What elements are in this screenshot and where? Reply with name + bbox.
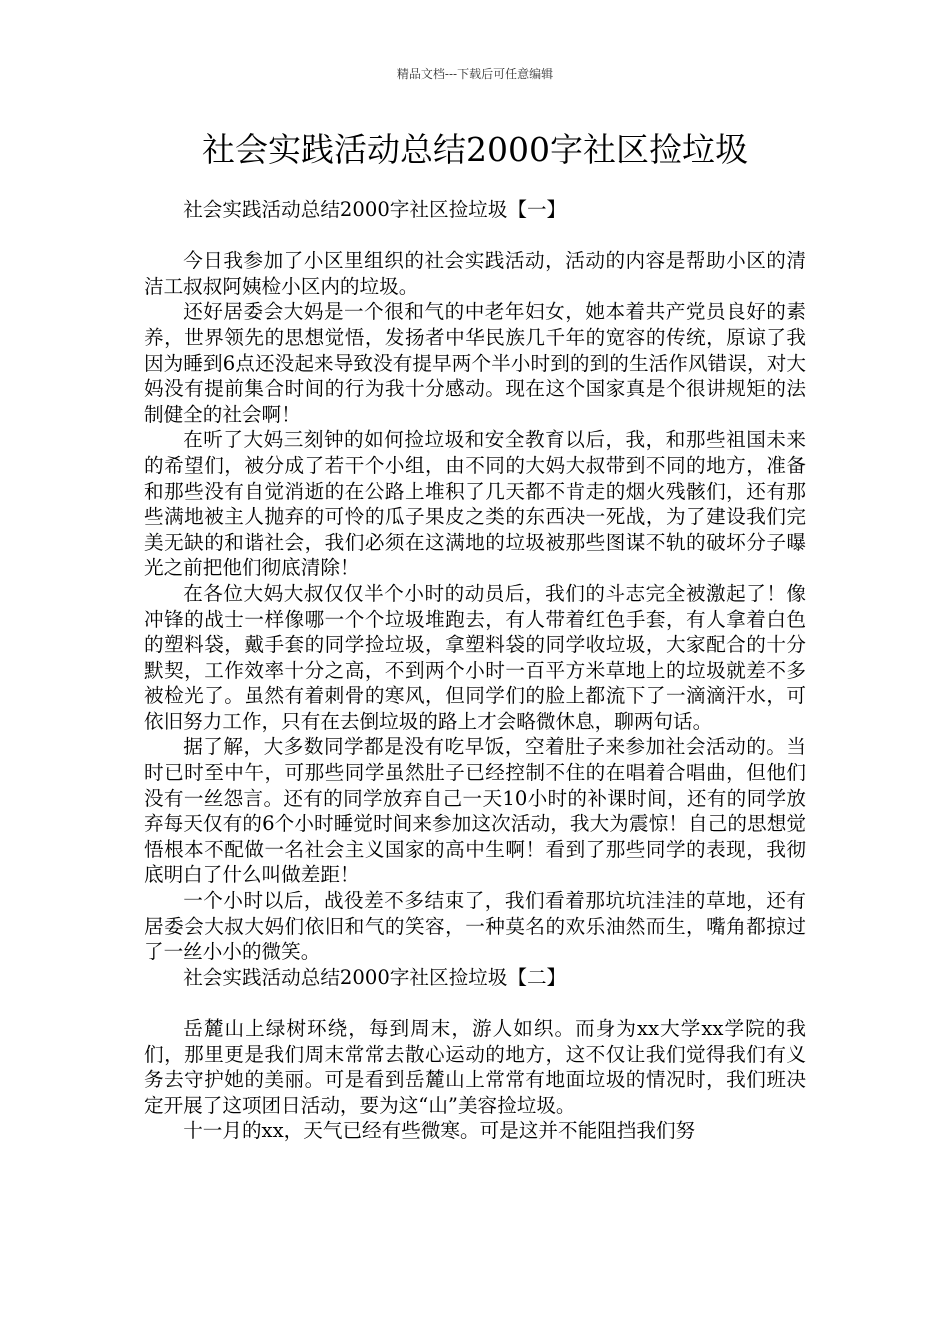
document-body	[144, 197, 806, 1144]
paragraph: 一个小时以后，战役差不多结束了，我们看着那坑坑洼洼的草地，还有居委会大叔大妈们依旧和气的笑容，一种莫名的欢乐油然而生，嘴角都掠过了一丝小小的微笑。	[144, 889, 806, 964]
section-heading-1: 社会实践活动总结2000字社区捡垃圾【一】	[183, 198, 567, 221]
paragraph: 今日我参加了小区里组织的社会实践活动，活动的内容是帮助小区的清洁工叔叔阿姨检小区内的垃圾。	[144, 249, 806, 298]
paragraph: 在听了大妈三刻钟的如何捡垃圾和安全教育以后，我，和那些祖国未来的希望们，被分成了若干个小组，由不同的大妈大叔带到不同的地方，准备和那些没有自觉消逝的在公路上堆积了几天都不肯走的烟火残骸们，还有那些满地被主人抛弃的可怜的瓜子果皮之类的东西决一死战，为了建设我们完美无缺的和谐社会，我们必须在这满地的垃圾被那些图谋不轨的破坏分子曝光之前把他们彻底清除！	[144, 428, 806, 580]
section-heading-2: 社会实践活动总结2000字社区捡垃圾【二】	[183, 965, 567, 989]
paragraph: 据了解，大多数同学都是没有吃早饭，空着肚子来参加社会活动的。当时已时至中午，可那些同学虽然肚子已经控制不住的在唱着合唱曲，但他们没有一丝怨言。还有的同学放弃自己一天10小时的补课时间，还有的同学放弃每天仅有的6个小时睡觉时间来参加这次活动，我大为震惊！自己的思想觉悟根本不配做一名社会主义国家的高中生啊！看到了那些同学的表现，我彻底明白了什么叫做差距！	[144, 735, 806, 887]
paragraph: 十一月的xx，天气已经有些微寒。可是这并不能阻挡我们努	[183, 1119, 696, 1143]
paragraph: 还好居委会大妈是一个很和气的中老年妇女，她本着共产党员良好的素养，世界领先的思想觉悟，发扬者中华民族几千年的宽容的传统，原谅了我因为睡到6点还没起来导致没有提早两个半小时到的到的生活作风错误，对大妈没有提前集合时间的行为我十分感动。现在这个国家真是个很讲规矩的法制健全的社会啊！	[144, 300, 806, 426]
paragraph: 在各位大妈大叔仅仅半个小时的动员后，我们的斗志完全被激起了！像冲锋的战士一样像哪一个个垃圾堆跑去，有人带着红色手套，有人拿着白色的塑料袋，戴手套的同学捡垃圾，拿塑料袋的同学收垃圾，大家配合的十分默契，工作效率十分之高，不到两个小时一百平方米草地上的垃圾就差不多被检光了。虽然有着刺骨的寒风，但同学们的脸上都流下了一滴滴汗水，可依旧努力工作，只有在去倒垃圾的路上才会略微休息，聊两句话。	[144, 581, 806, 733]
document-title: 社会实践活动总结2000字社区捡垃圾	[202, 130, 748, 169]
blank-line	[144, 990, 806, 1016]
page-header: 精品文档---下载后可任意编辑	[396, 67, 554, 81]
blank-line	[144, 223, 806, 249]
paragraph: 岳麓山上绿树环绕，每到周末，游人如织。而身为xx大学xx学院的我们，那里更是我们周末常常去散心运动的地方，这不仅让我们觉得我们有义务去守护她的美丽。可是看到岳麓山上常常有地面垃圾的情况时，我们班决定开展了这项团日活动，要为这“山”美容捡垃圾。	[144, 1017, 806, 1117]
